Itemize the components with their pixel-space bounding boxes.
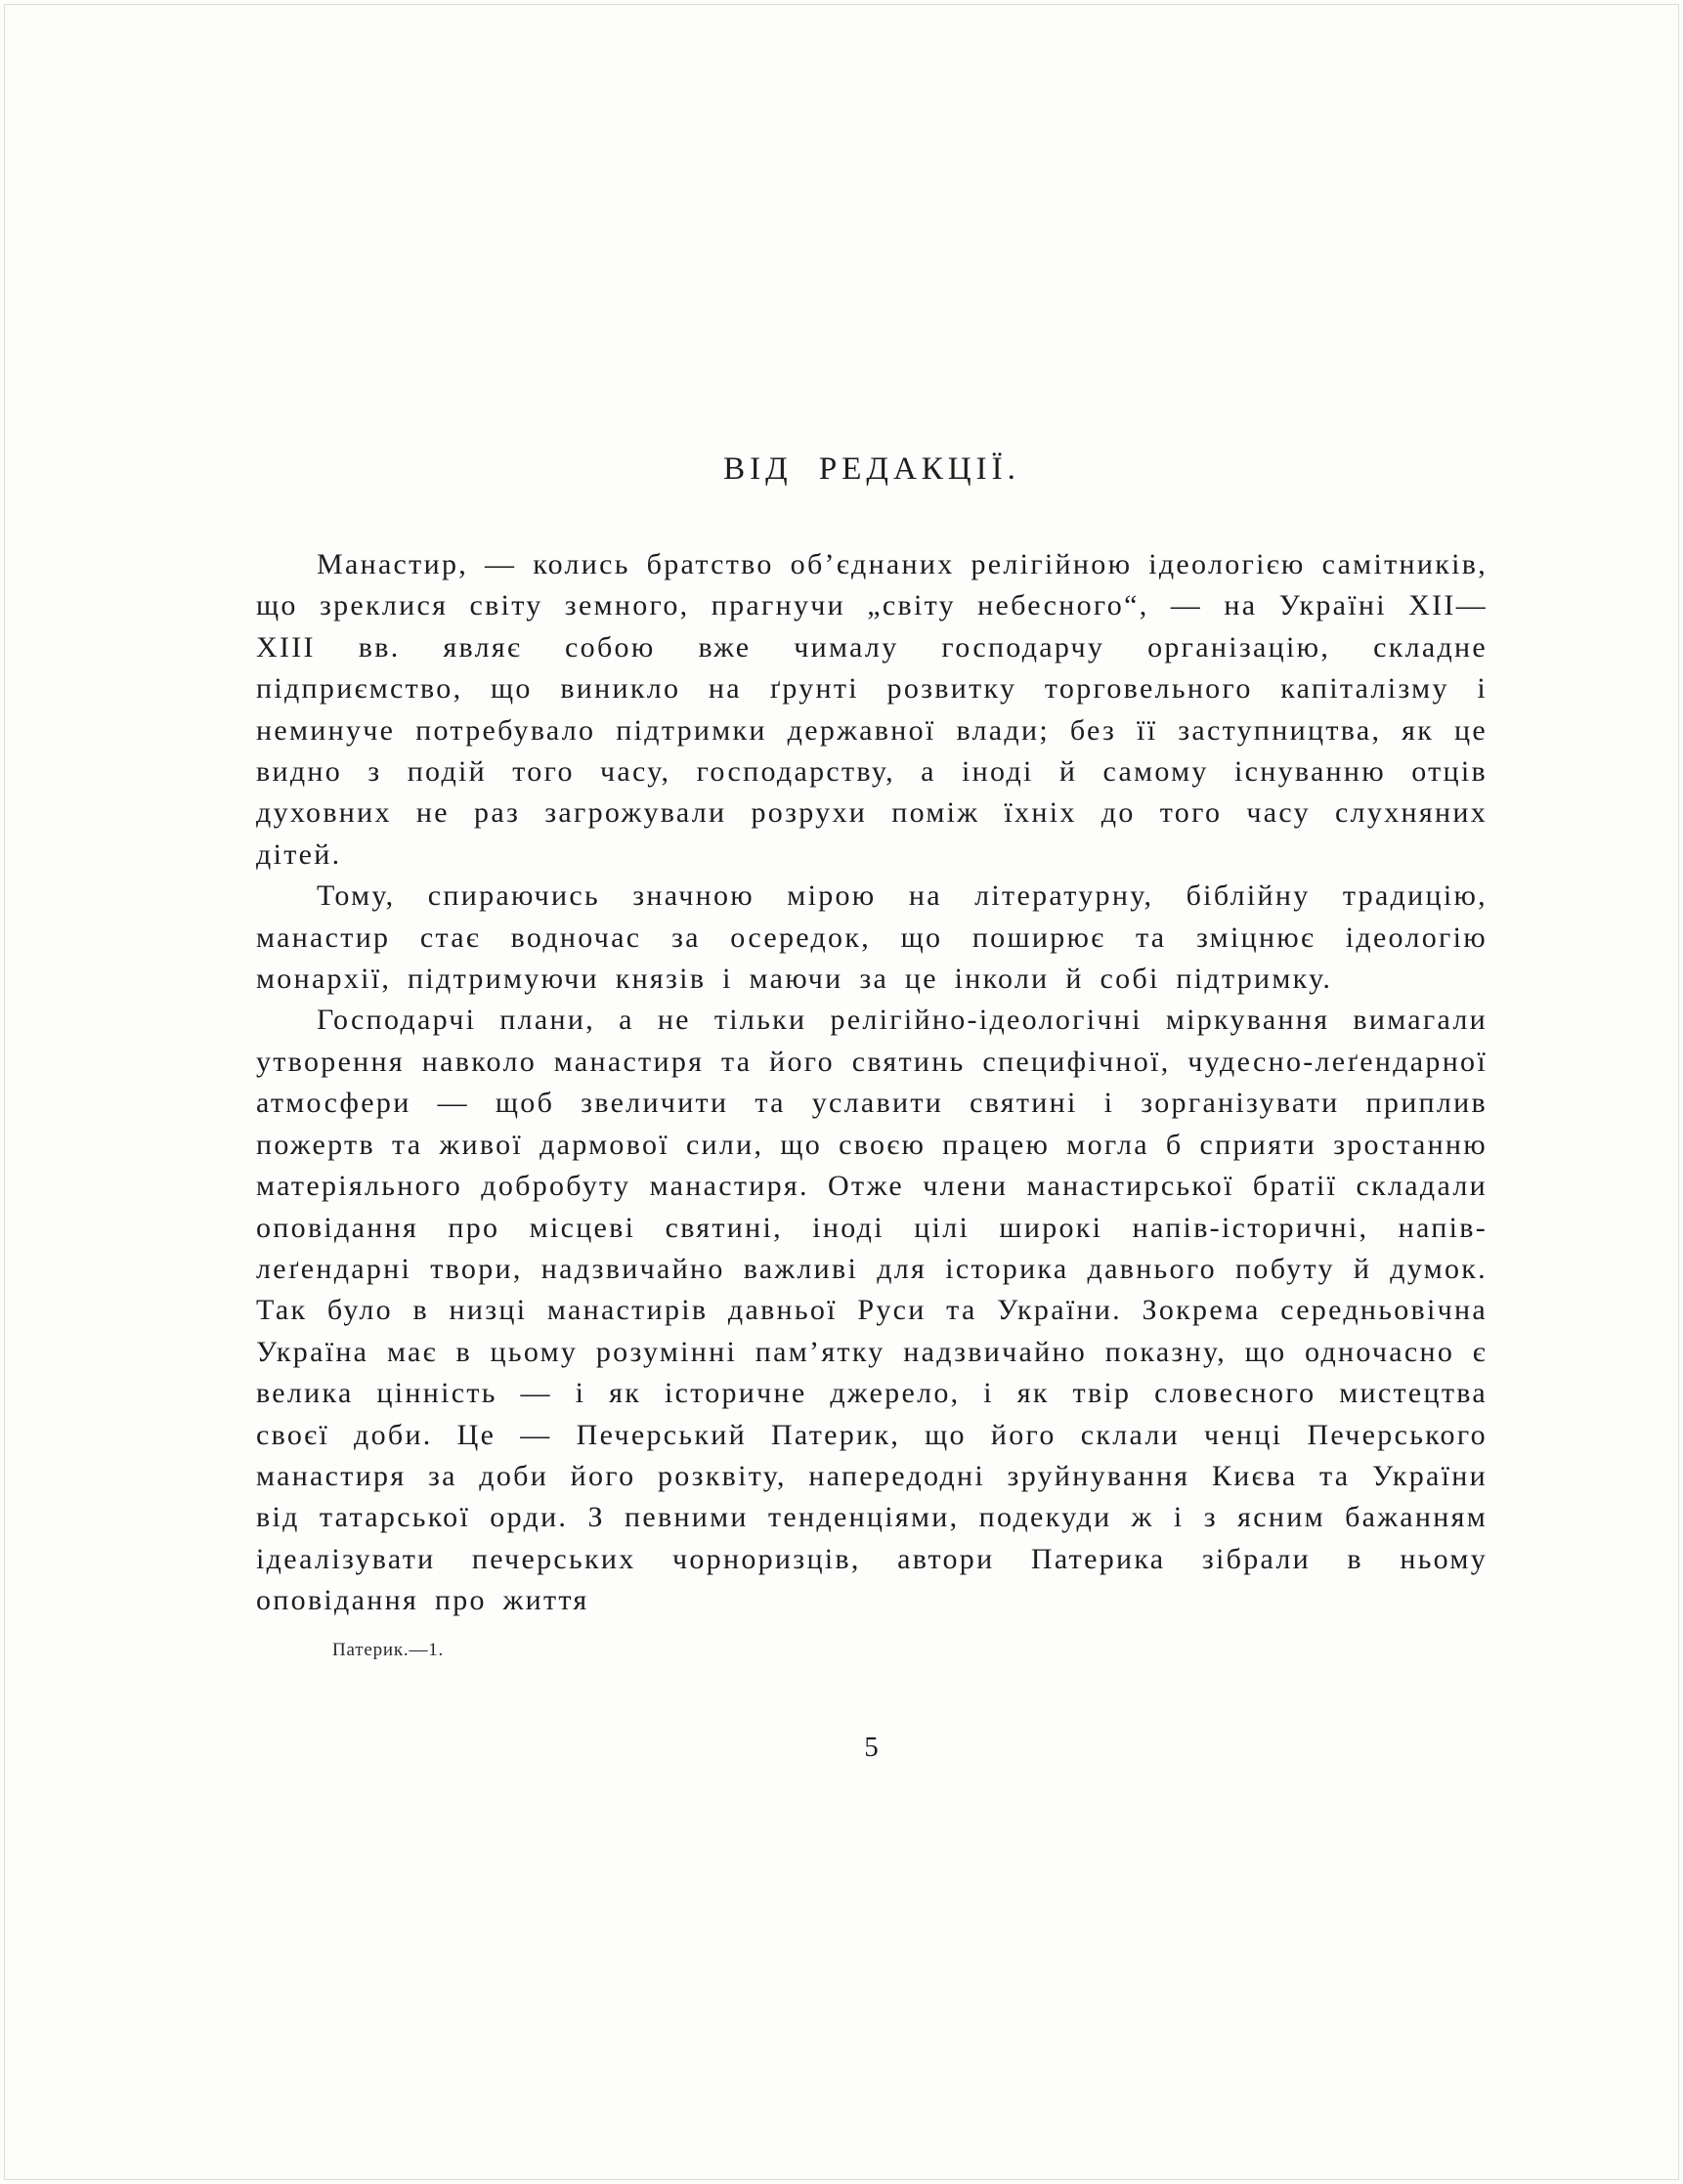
page-number: 5	[864, 1731, 880, 1763]
paragraph-3: Господарчі плани, а не тільки релігійно-ідеологічні міркування вимагали утворення навколо манастиря та його святинь специфічної, чудесно-леґендарної атмосфери — щоб звеличити та уславити святині і зорганізувати приплив пожертв та живої дармової сили, що своєю працею могла б сприяти зростанню матеріяльного добробуту манастиря. Отже члени манастирської братії складали оповідання про місцеві святині, іноді цілі широкі напів-історичні, напів-леґендарні твори, надзвичайно важливі для історика давнього побуту й думок. Так було в низці манастирів давньої Руси та України. Зокрема середньовічна Україна має в цьому розумінні пам’ятку надзвичайно показну, що одночасно є велика цінність — і як історичне джерело, і як твір словесного мистецтва своєї доби. Це — Печерський Патерик, що його склали ченці Печерського манастиря за доби його розквіту, напередодні зруйнування Києва та України від татарської орди. З певними тенденціями, подекуди ж і з ясним бажанням ідеалізувати печерських чорноризців, автори Патерика зібрали в ньому оповідання про життя	[256, 1004, 1488, 1617]
footnote: Патерик.—1.	[332, 1639, 445, 1660]
page-title: ВІД РЕДАКЦІЇ.	[723, 451, 1020, 487]
paragraph-2: Тому, спираючись значною мірою на літературну, біблійну традицію, манастир стає водночас за осередок, що поширює та зміцнює ідеологію монархії, підтримуючи князів і маючи за це інколи й собі підтримку.	[256, 879, 1488, 996]
paragraph-1: Манастир, — колись братство об’єднаних релігійною ідеологією самітників, що зреклися світу земного, прагнучи „світу небесного“, — на Україні XII—XIII вв. являє собою вже чималу господарчу організацію, складне підприємство, що виникло на ґрунті розвитку торговельного капіталізму і неминуче потребувало підтримки державної влади; без її заступництва, як це видно з подій того часу, господарству, а іноді й самому існуванню отців духовних не раз загрожували розрухи поміж їхніх до того часу слухняних дітей.	[256, 548, 1488, 871]
book-page-content	[256, 451, 1488, 1764]
